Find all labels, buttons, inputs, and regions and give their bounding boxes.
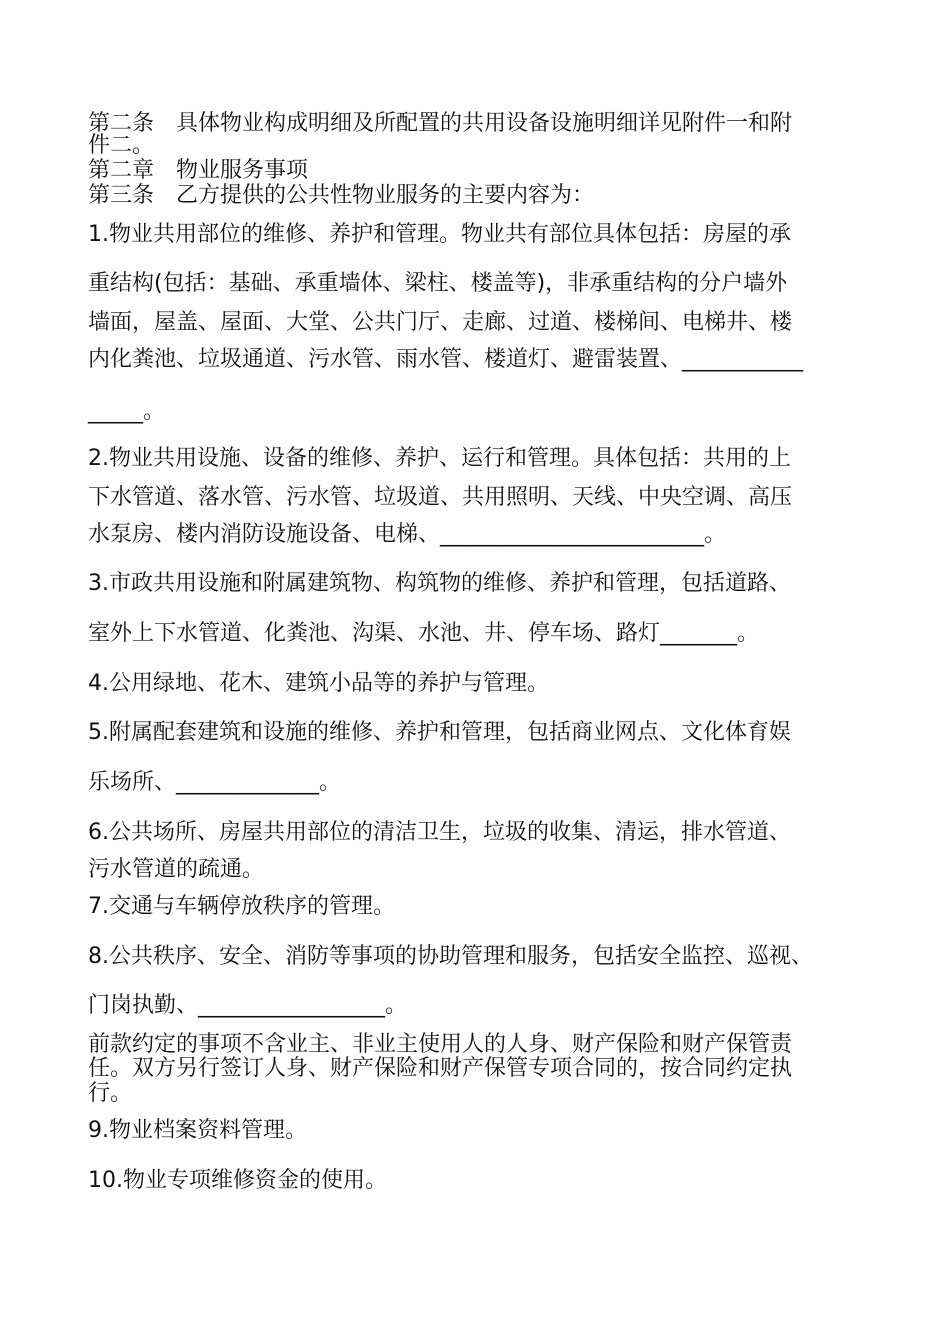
note-line-3: 行。: [88, 1081, 133, 1106]
line-article-2-cont: 件二。: [88, 133, 155, 158]
item-2-line-3: 水泵房、楼内消防设施设备、电梯、________________________。: [88, 522, 727, 547]
item-5-line-2: 乐场所、_____________。: [88, 770, 342, 795]
item-1-line-2: 重结构(包括：基础、承重墙体、梁柱、楼盖等)，非承重结构的分户墙外: [88, 271, 788, 296]
line-article-2: 第二条 具体物业构成明细及所配置的共用设备设施明细详见附件一和附: [88, 111, 793, 136]
item-10: 10.物业专项维修资金的使用。: [88, 1168, 387, 1193]
item-6-line-2: 污水管道的疏通。: [88, 857, 265, 882]
note-line-2: 任。双方另行签订人身、财产保险和财产保管专项合同的，按合同约定执: [88, 1056, 793, 1081]
item-5-line-1: 5.附属配套建筑和设施的维修、养护和管理，包括商业网点、文化体育娱: [88, 720, 791, 745]
item-8-line-1: 8.公共秩序、安全、消防等事项的协助管理和服务，包括安全监控、巡视、: [88, 944, 813, 969]
item-2-line-1: 2.物业共用设施、设备的维修、养护、运行和管理。具体包括：共用的上: [88, 446, 791, 471]
item-4: 4.公用绿地、花木、建筑小品等的养护与管理。: [88, 671, 549, 696]
item-1-line-3: 墙面，屋盖、屋面、大堂、公共门厅、走廊、过道、楼梯间、电梯井、楼: [88, 310, 793, 335]
item-1-line-5: _____。: [88, 399, 166, 424]
line-article-3: 第三条 乙方提供的公共性物业服务的主要内容为：: [88, 183, 595, 208]
item-1-line-4: 内化粪池、垃圾通道、污水管、雨水管、楼道灯、避雷装置、___________: [88, 347, 804, 372]
note-line-1: 前款约定的事项不含业主、非业主使用人的人身、财产保险和财产保管责: [88, 1032, 793, 1057]
item-9: 9.物业档案资料管理。: [88, 1118, 307, 1143]
item-8-line-2: 门岗执勤、_________________。: [88, 993, 408, 1018]
item-3-line-1: 3.市政共用设施和附属建筑物、构筑物的维修、养护和管理，包括道路、: [88, 571, 791, 596]
item-1-line-1: 1.物业共用部位的维修、养护和管理。物业共有部位具体包括：房屋的承: [88, 222, 791, 247]
item-6-line-1: 6.公共场所、房屋共用部位的清洁卫生，垃圾的收集、清运，排水管道、: [88, 820, 791, 845]
item-7: 7.交通与车辆停放秩序的管理。: [88, 894, 395, 919]
item-3-line-2: 室外上下水管道、化粪池、沟渠、水池、井、停车场、路灯_______。: [88, 621, 760, 646]
chapter-2-heading: 第二章 物业服务事项: [88, 158, 309, 183]
item-2-line-2: 下水管道、落水管、污水管、垃圾道、共用照明、天线、中央空调、高压: [88, 485, 793, 510]
